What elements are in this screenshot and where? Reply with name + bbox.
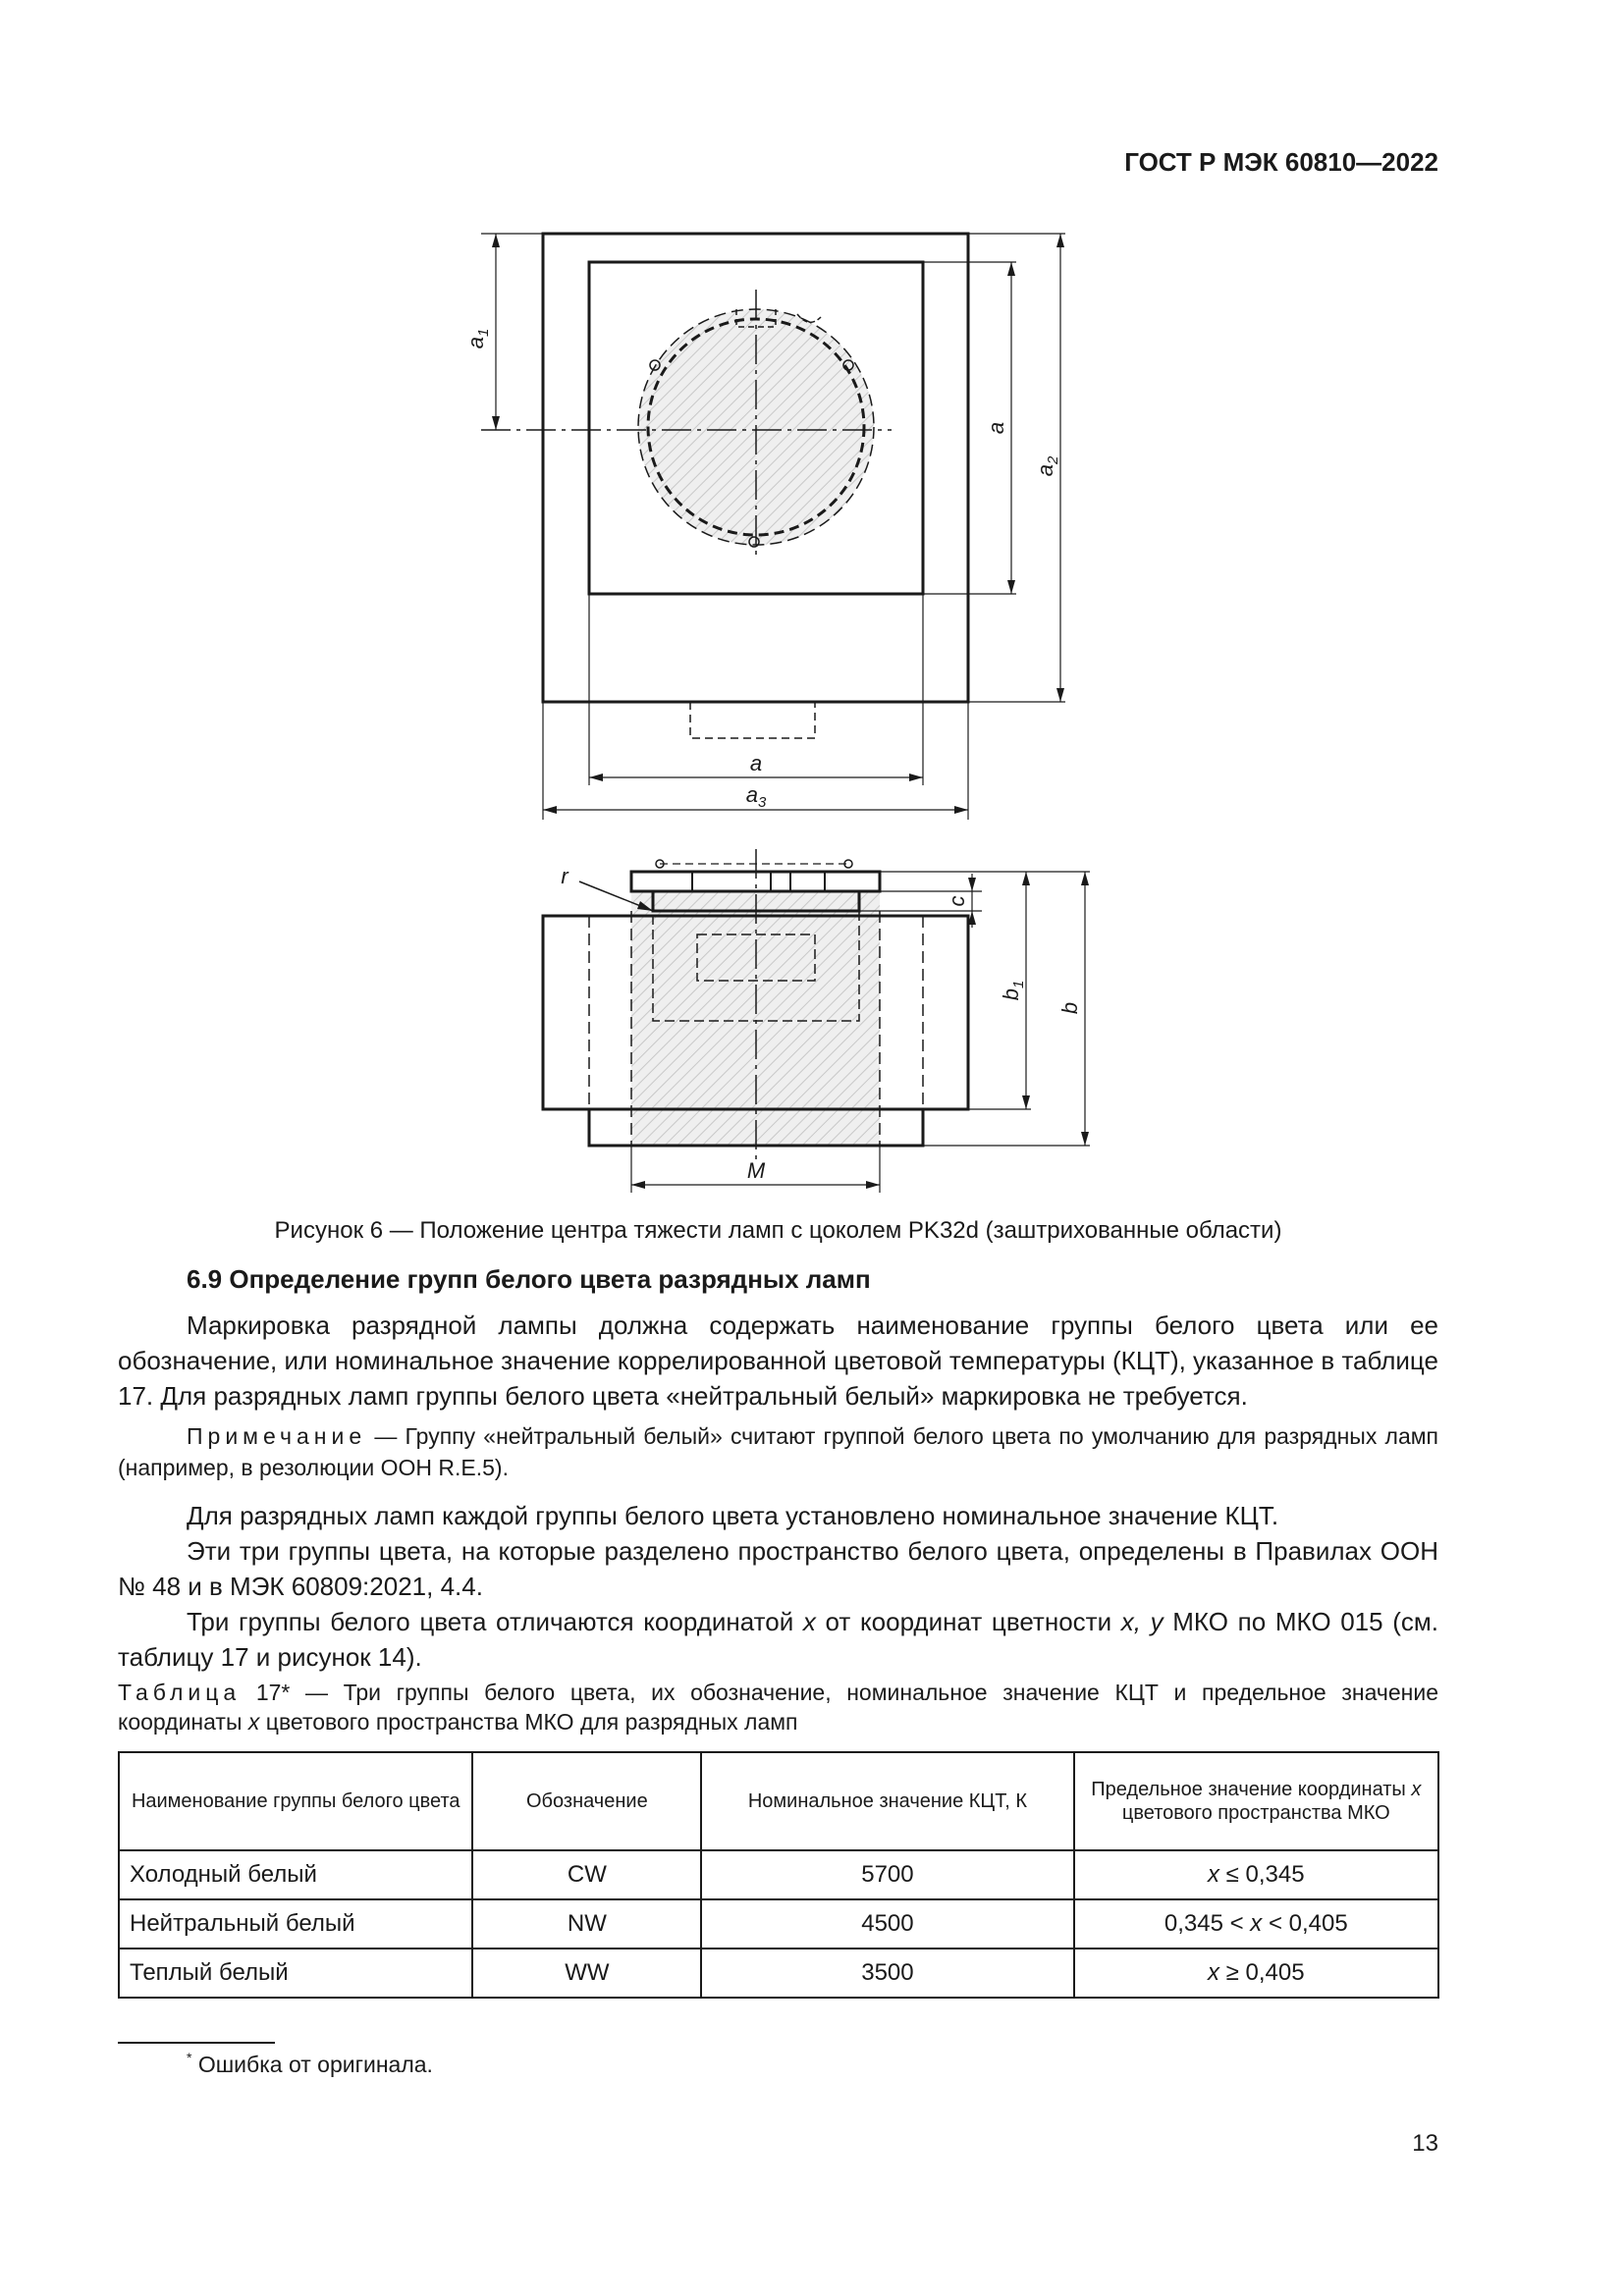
cell-designation: WW (472, 1949, 701, 1998)
page-number: 13 (1412, 2130, 1438, 2157)
paragraph-cct: Для разрядных ламп каждой группы белого цвета установлено номинальное значение КЦТ. (187, 1501, 1279, 1530)
header-limit: Предельное значение координаты x цветового пространства МКО (1074, 1752, 1438, 1850)
paragraph-coordinate: Три группы белого цвета отличаются координатой x от координат цветности x, y МКО по МКО 015 (см. таблицу 17 и рисунок 14). (118, 1607, 1438, 1672)
footnote: * Ошибка от оригинала. (187, 2050, 433, 2077)
note-label: Примечание (187, 1423, 367, 1449)
table-title: Таблица 17* — Три группы белого цвета, их обозначение, номинальное значение КЦТ и предельное значение координаты x цветового пространства МКО для разрядных ламп (118, 1680, 1438, 1735)
dim-label-a2: $a_2$ (1033, 455, 1061, 477)
table-label: Таблица (118, 1680, 242, 1705)
dim-label-c: c (945, 895, 969, 907)
footnote-rule (118, 2042, 275, 2044)
table-row (119, 1850, 1438, 1899)
dim-label-r: r (561, 864, 568, 888)
dim-label-b1: $b_1$ (999, 980, 1027, 1001)
dim-label-a-vertical: a (984, 421, 1008, 435)
cell-cct: 5700 (701, 1850, 1073, 1899)
header-cct: Номинальное значение КЦТ, К (701, 1752, 1073, 1850)
dim-label-a3: $a_3$ (745, 782, 767, 811)
cell-group-name: Теплый белый (119, 1949, 472, 1998)
table-header-row (119, 1752, 1438, 1850)
cell-group-name: Холодный белый (119, 1850, 472, 1899)
standard-code: ГОСТ Р МЭК 60810—2022 (1124, 147, 1438, 177)
header-designation: Обозначение (472, 1752, 701, 1850)
white-groups-table (118, 1751, 1439, 1999)
cell-cct: 4500 (701, 1899, 1073, 1949)
paragraph-groups: Эти три группы цвета, на которые разделено пространство белого цвета, определены в Правилах ООН № 48 и в МЭК 60809:2021, 4.4. (118, 1536, 1438, 1601)
cell-cct: 3500 (701, 1949, 1073, 1998)
table-row (119, 1899, 1438, 1949)
paragraph-marking: Маркировка разрядной лампы должна содержать наименование группы белого цвета или ее обозначение, или номинальное значение коррелированной цветовой температуры (КЦТ), указанное в таблице 17. Для разрядных ламп группы белого цвета «нейтральный белый» маркировка не требуется. (118, 1310, 1438, 1411)
hatched-side-area (631, 890, 880, 1146)
bottom-tab-dashed (690, 702, 815, 738)
cell-limit: x ≥ 0,405 (1074, 1949, 1438, 1998)
note-text: — Группу «нейтральный белый» считают группой белого цвета по умолчанию для разрядных ламп (например, в резолюции ООН R.E.5). (118, 1423, 1438, 1480)
cell-limit: x ≤ 0,345 (1074, 1850, 1438, 1899)
section-heading: 6.9 Определение групп белого цвета разрядных ламп (187, 1264, 871, 1294)
cell-limit: 0,345 < x < 0,405 (1074, 1899, 1438, 1949)
dim-label-b: b (1057, 1001, 1082, 1015)
dim-label-M: M (746, 1158, 766, 1183)
dim-label-a-horizontal: a (749, 751, 763, 775)
cell-designation: CW (472, 1850, 701, 1899)
table-row (119, 1949, 1438, 1998)
header-group-name: Наименование группы белого цвета (119, 1752, 472, 1850)
cell-group-name: Нейтральный белый (119, 1899, 472, 1949)
figure-caption: Рисунок 6 — Положение центра тяжести ламп с цоколем PK32d (заштрихованные области) (274, 1217, 1282, 1244)
dim-label-a1: $a_1$ (463, 328, 492, 349)
figure-6-drawing (452, 221, 1139, 1202)
footnote-mark: * (187, 2050, 192, 2065)
cell-designation: NW (472, 1899, 701, 1949)
note-paragraph (118, 1420, 1438, 1483)
